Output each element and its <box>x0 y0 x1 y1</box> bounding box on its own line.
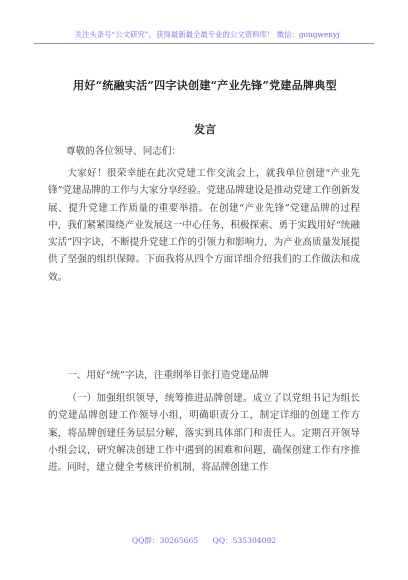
paragraph-intro: 大家好！很荣幸能在此次党建工作交流会上，就我单位创建“产业先锋”党建品牌的工作与大家分享经验。党建品牌建设是推动党建工作创新发展、提升党建工作质量的重要举措。在创建“产业先锋”党建品牌的过程中，我们紧紧围绕产业发展这一中心任务，积极探索、勇于实践用好“统融实活”四字诀，不断提升党建工作的引领力和影响力，为产业高质量发展提供了坚强的组织保障。下面我将从四个方面详细介绍我们的工作做法和成效。 <box>48 168 360 283</box>
paragraph-section-1-1: （一）加强组织领导，统筹推进品牌创建。成立了以党组书记为组长的党建品牌创建工作领导小组，明确职责分工，制定详细的创建工作方案，将品牌创建任务层层分解，落实到具体部门和责任人。定期召开领导小组会议，研究解决创建工作中遇到的困难和问题，确保创建工作有序推进。同时，建立健全考核评价机制，将品牌创建工作 <box>48 393 360 474</box>
footer-qq-group: QQ群：30265665 <box>131 536 199 545</box>
document-title: 用好“统融实活”四字诀创建“产业先锋”党建品牌典型 <box>73 79 337 92</box>
document-subtitle: 发言 <box>194 123 216 136</box>
header-banner: 关注头条号“公文研究”，获得最新最全最专业的公文资料库！ 微信：gongwenyj <box>74 30 340 39</box>
footer-contact <box>0 535 408 546</box>
footer-qq: QQ：535304092 <box>212 536 277 545</box>
greeting: 尊敬的各位领导、同志们： <box>66 146 182 157</box>
section-heading-1: 一、用好“统”字诀，注重纲举目张打造党建品牌 <box>67 370 269 381</box>
header-divider <box>34 43 374 44</box>
